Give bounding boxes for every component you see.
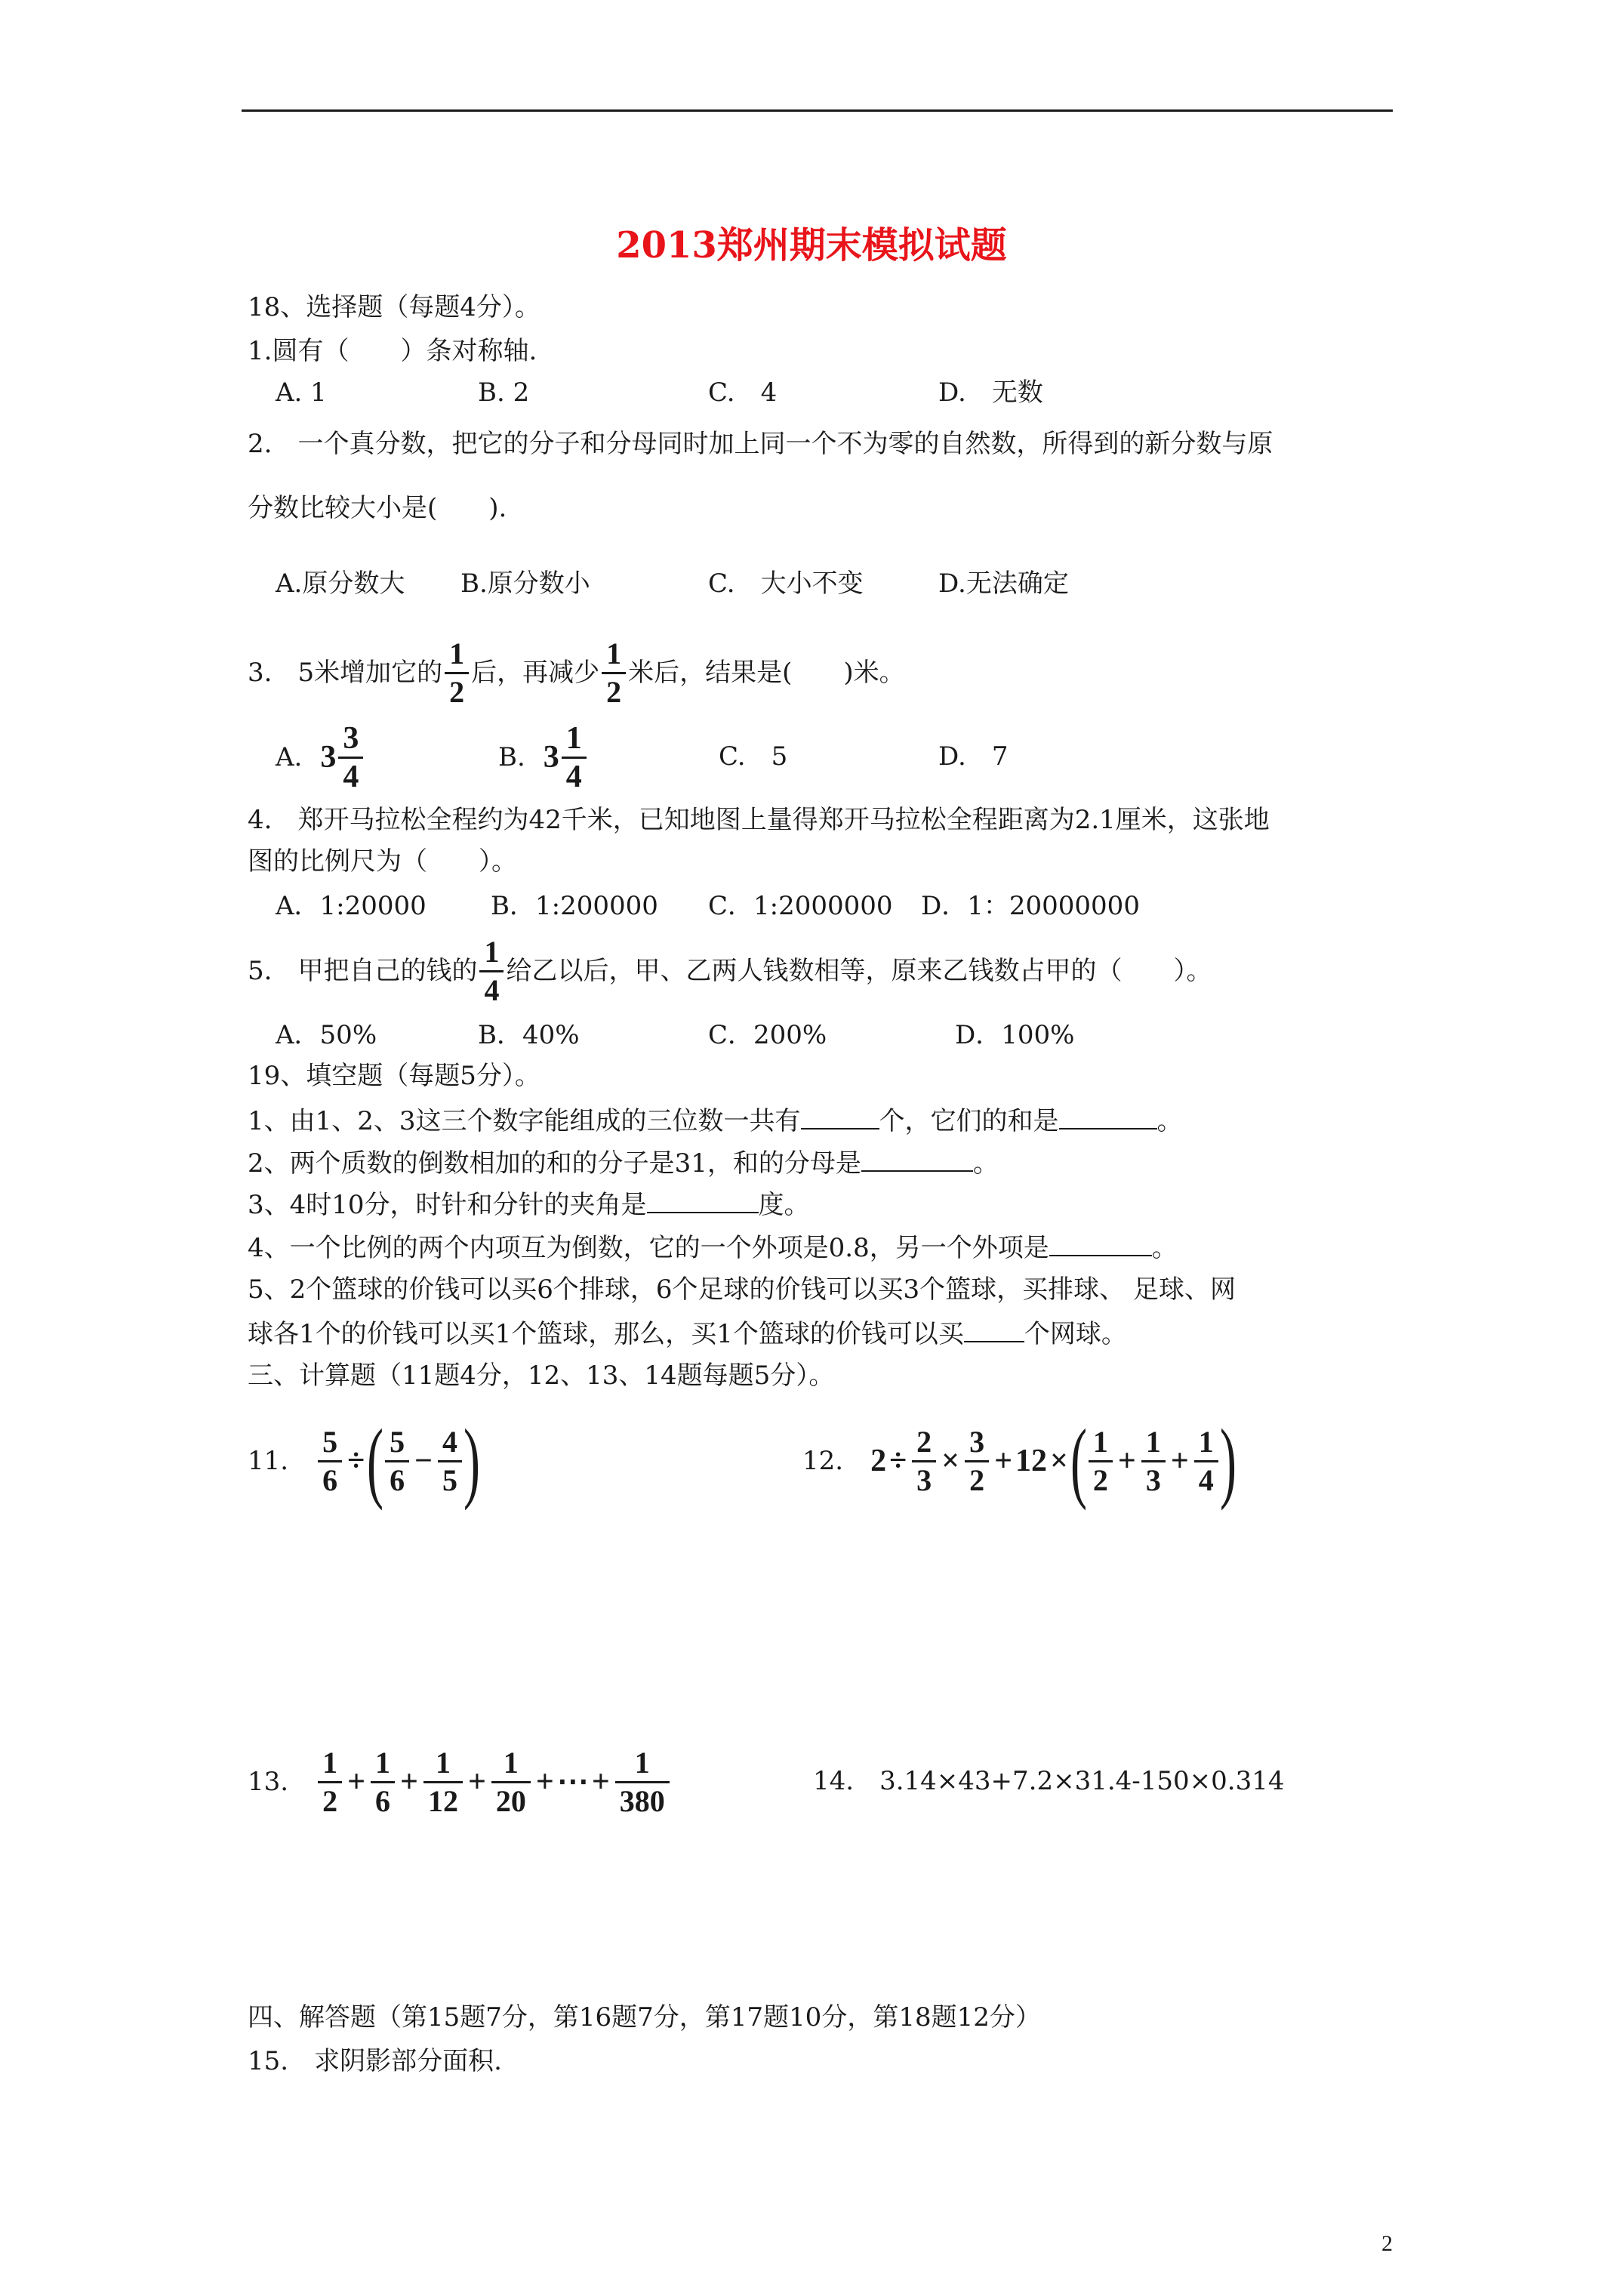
section-3-heading: 三、计算题（11题4分，12、13、14题每题5分）。 bbox=[248, 1361, 835, 1391]
q1-option-d: D. 无数 bbox=[938, 378, 1043, 408]
q11-label: 11. bbox=[248, 1446, 289, 1476]
q3-option-d: D. 7 bbox=[938, 741, 1009, 772]
q4-option-c: C．1:2000000 bbox=[708, 891, 893, 921]
q3-text-3: 米后，结果是( )米。 bbox=[628, 658, 905, 688]
q3-option-b: B. 3 1 4 bbox=[498, 716, 589, 799]
q1-option-c: C. 4 bbox=[708, 378, 778, 408]
q3-option-c: C. 5 bbox=[719, 741, 788, 772]
q5-option-a: A．50% bbox=[276, 1020, 377, 1050]
q5-stem bbox=[248, 929, 1212, 1012]
q12-label: 12. bbox=[802, 1446, 844, 1476]
q5-text-2: 给乙以后，甲、乙两人钱数相等，原来乙钱数占甲的（ ）。 bbox=[506, 956, 1212, 986]
q1-stem: 1.圆有（ ）条对称轴. bbox=[248, 336, 537, 366]
q3-option-b-value: 3 1 4 bbox=[544, 720, 589, 795]
fill-blank-2: 2、两个质数的倒数相加的和的分子是31，和的分母是 。 bbox=[248, 1145, 999, 1180]
q2-option-c: C. 大小不变 bbox=[708, 569, 864, 599]
q2-option-a: A.原分数大 bbox=[276, 569, 405, 599]
q13-label: 13. bbox=[248, 1767, 289, 1797]
section-19-heading: 19、填空题（每题5分）。 bbox=[248, 1061, 540, 1091]
q14-expression: 14. 3.14×43+7.2×31.4-150×0.314 bbox=[813, 1766, 1285, 1796]
fill-blank-4: 4、一个比例的两个内项互为倒数，它的一个外项是0.8，另一个外项是 。 bbox=[248, 1229, 1178, 1265]
fill-blank-1: 1、由1、2、3这三个数字能组成的三位数一共有 个，它们的和是 。 bbox=[248, 1102, 1183, 1138]
q3-option-a-value: 3 3 4 bbox=[320, 720, 365, 795]
fill-blank-3: 3、4时10分，时针和分针的夹角是 度。 bbox=[248, 1186, 810, 1222]
q5-option-b: B．40% bbox=[478, 1020, 580, 1050]
q12-expression: 12. 2 ÷ $\frac{2}{3}$ × $\frac{3}{2}$ + 12 × ( 1 2 + $\frac{1}{3}$ + $\frac{1}{4}$ ) bbox=[802, 1410, 1236, 1511]
q4-line2: 图的比例尺为（ ）。 bbox=[248, 846, 517, 877]
q2-line1: 2. 一个真分数，把它的分子和分母同时加上同一个不为零的自然数，所得到的新分数与原 bbox=[248, 429, 1273, 459]
q1-option-b: B. 2 bbox=[478, 378, 530, 408]
q1-option-a: A. 1 bbox=[276, 378, 327, 408]
answer-blank[interactable] bbox=[964, 1315, 1024, 1342]
q13-expression: 13. 1 2 + $\frac{1}{6}$ + $\frac{1}{12}$ + $\frac{1}{20}$ + ⋯ + $\frac{1}{380}$ bbox=[248, 1737, 672, 1827]
q4-line1: 4. 郑开马拉松全程约为42千米，已知地图上量得郑开马拉松全程距离为2.1厘米，这张地 bbox=[248, 805, 1270, 835]
q5-option-d: D．100% bbox=[955, 1020, 1075, 1050]
q4-option-d: D．1：20000000 bbox=[921, 891, 1140, 921]
q5-option-c: C．200% bbox=[708, 1020, 827, 1050]
q2-line2: 分数比较大小是( ). bbox=[248, 493, 507, 523]
section-18-heading: 18、选择题（每题4分）。 bbox=[248, 292, 540, 322]
q3-fraction-1: 1 2 bbox=[445, 636, 469, 710]
answer-blank[interactable] bbox=[1049, 1229, 1152, 1256]
answer-blank[interactable] bbox=[861, 1145, 973, 1172]
q3-text-1: 3. 5米增加它的 bbox=[248, 658, 443, 688]
q4-option-a: A．1:20000 bbox=[276, 891, 427, 921]
q3-option-a: A. 3 3 4 bbox=[276, 716, 365, 799]
q3-text-2: 后，再减少 bbox=[471, 658, 600, 688]
q11-expression: 11. $\frac{5}{6}$ ÷ ( 5 6 − $\frac{4}{5}$ ) bbox=[248, 1410, 481, 1511]
q3-fraction-2: 1 2 bbox=[602, 636, 626, 710]
q5-text-1: 5. 甲把自己的钱的 bbox=[248, 956, 478, 986]
answer-blank[interactable] bbox=[801, 1102, 879, 1130]
q3-stem bbox=[248, 631, 905, 714]
page-number: 2 bbox=[1381, 2231, 1393, 2256]
q15-stem: 15. 求阴影部分面积. bbox=[248, 2046, 502, 2076]
fill-blank-5-line1: 5、2个篮球的价钱可以买6个排球，6个足球的价钱可以买3个篮球，买排球、 足球、网 bbox=[248, 1274, 1236, 1305]
q5-fraction: 1 4 bbox=[479, 934, 504, 1009]
q2-option-d: D.无法确定 bbox=[938, 569, 1069, 599]
section-4-heading: 四、解答题（第15题7分，第16题7分，第17题10分，第18题12分） bbox=[248, 2002, 1041, 2032]
answer-blank[interactable] bbox=[647, 1186, 759, 1213]
q4-option-b: B．1:200000 bbox=[491, 891, 658, 921]
answer-blank[interactable] bbox=[1059, 1102, 1157, 1130]
fill-blank-5-line2: 球各1个的价钱可以买1个篮球，那么，买1个篮球的价钱可以买 个网球。 bbox=[248, 1315, 1127, 1351]
header-rule bbox=[242, 109, 1393, 112]
page-title: 2013郑州期末模拟试题 bbox=[616, 224, 1007, 267]
q2-option-b: B.原分数小 bbox=[460, 569, 590, 599]
